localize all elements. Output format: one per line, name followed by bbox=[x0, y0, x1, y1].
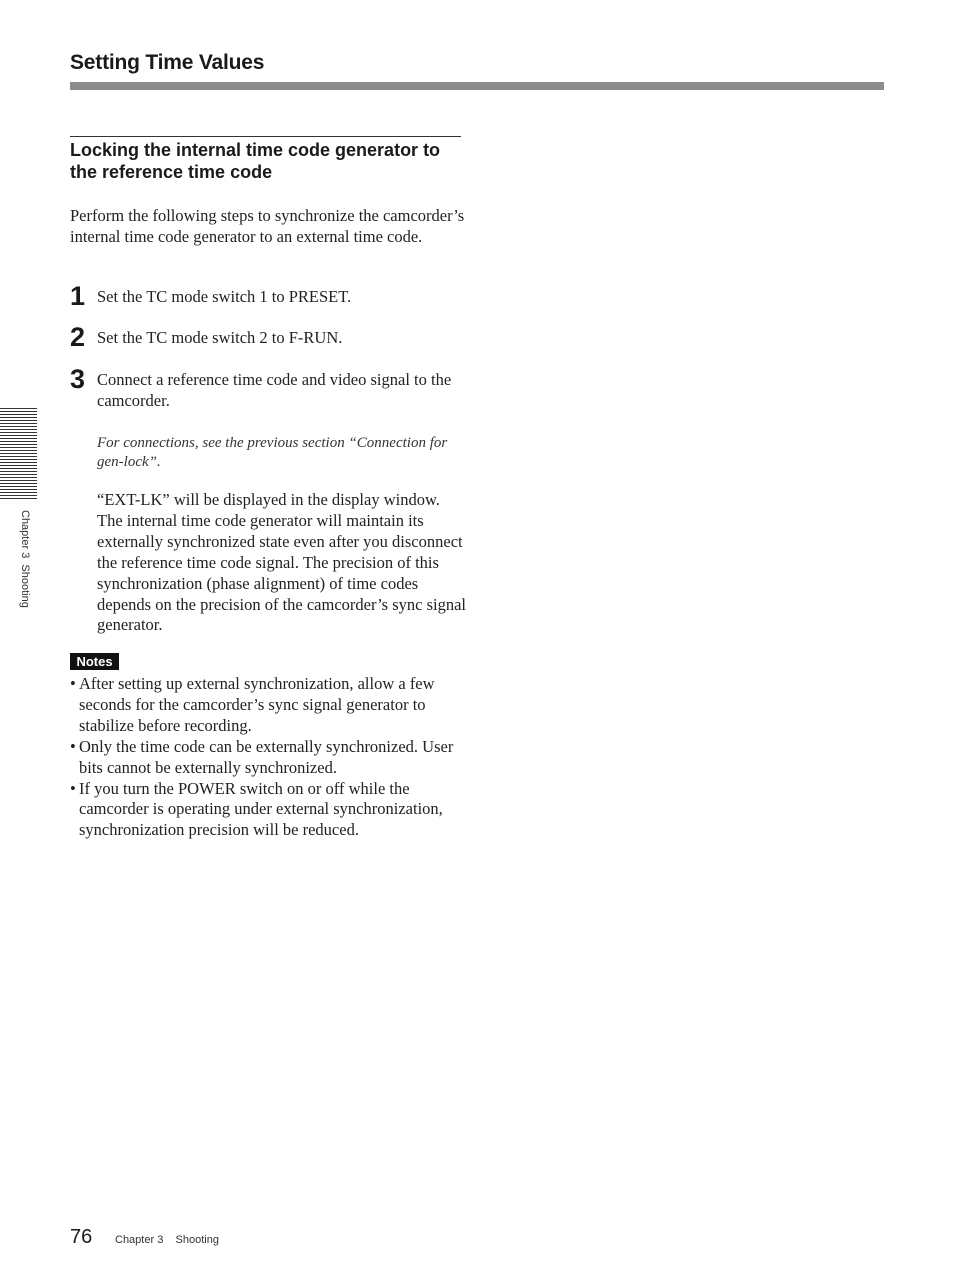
list-item bbox=[70, 737, 465, 779]
notes-list bbox=[70, 674, 465, 841]
page-number: 76 bbox=[70, 1226, 93, 1248]
result-paragraph: “EXT-LK” will be displayed in the display window. The internal time code generator will maintain its externally synchronized state even after you disconnect the reference time code signal. The precision of this synchronization (phase alignment) of time codes depends on the precision of the camcorder’s sync signal generator. bbox=[97, 490, 467, 635]
step-text: Connect a reference time code and video signal to the camcorder. bbox=[97, 370, 452, 410]
chapter-tab-marker bbox=[0, 408, 37, 500]
list-item bbox=[70, 674, 465, 737]
cross-reference-note: For connections, see the previous section “Connection for gen-lock”. bbox=[97, 435, 448, 470]
list-item bbox=[70, 779, 465, 842]
title-bar-rule bbox=[70, 82, 884, 90]
notes-label: Notes bbox=[70, 653, 119, 670]
section-title: Setting Time Values bbox=[70, 51, 265, 74]
step-text: Set the TC mode switch 2 to F-RUN. bbox=[97, 328, 343, 347]
note-text: After setting up external synchronization, allow a few seconds for the camcorder’s sync signal generator to stabilize before recording. bbox=[79, 674, 435, 735]
step-text: Set the TC mode switch 1 to PRESET. bbox=[97, 287, 352, 306]
note-text: If you turn the POWER switch on or off while the camcorder is operating under external synchronization, synchronization precision will be reduced. bbox=[79, 778, 443, 840]
bullet-icon: • bbox=[70, 778, 76, 798]
side-chapter-label: Chapter 3 Shooting bbox=[19, 510, 31, 608]
subheading: Locking the internal time code generator to the reference time code bbox=[70, 140, 441, 182]
step-number: 1 bbox=[70, 281, 86, 311]
bullet-icon: • bbox=[70, 736, 76, 756]
bullet-icon: • bbox=[70, 674, 76, 693]
intro-paragraph: Perform the following steps to synchronize the camcorder’s internal time code generator to an external time code. bbox=[70, 206, 465, 246]
step-number: 3 bbox=[70, 364, 86, 394]
step-number: 2 bbox=[70, 322, 86, 352]
footer-chapter-label: Chapter 3 Shooting bbox=[115, 1234, 219, 1246]
subheading-rule bbox=[70, 136, 461, 137]
note-text: Only the time code can be externally synchronized. User bits cannot be externally synchronized. bbox=[79, 736, 454, 777]
